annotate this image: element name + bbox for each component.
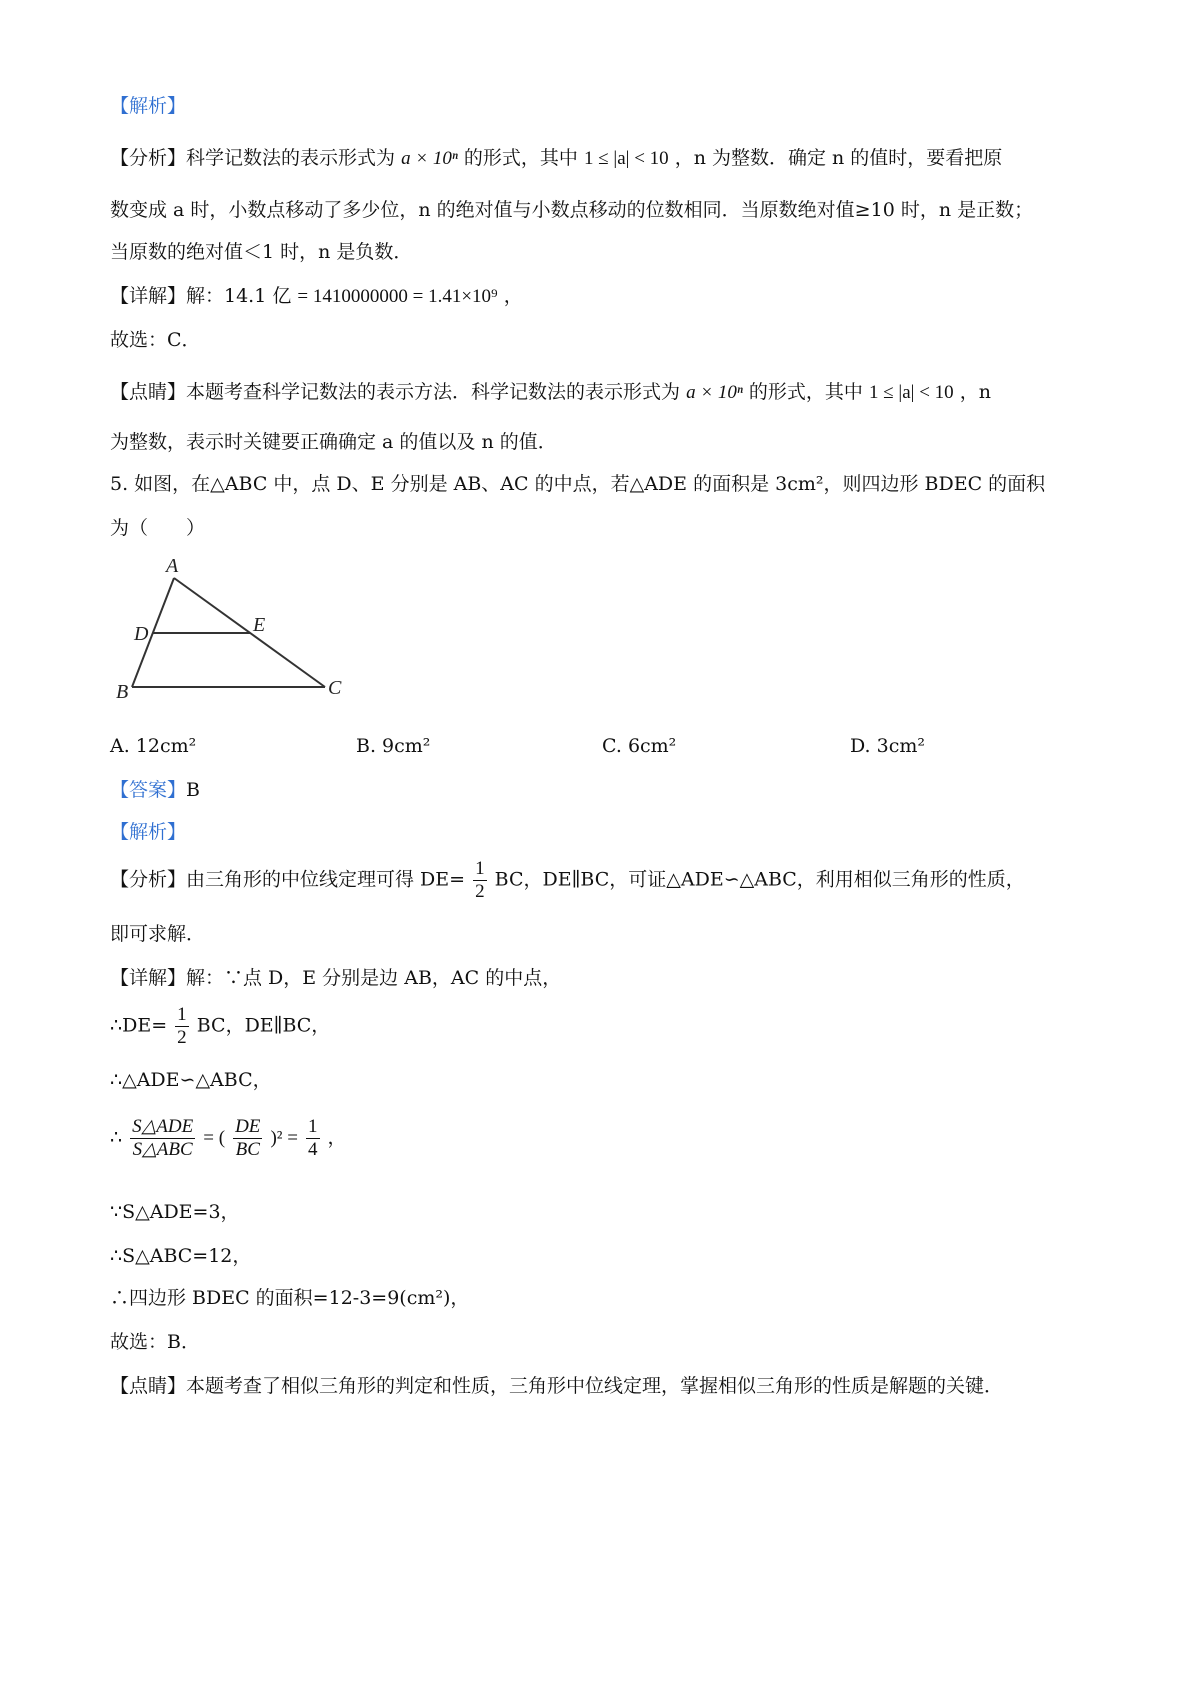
solution-detail-line-7: ∴四边形 BDEC 的面积=12-3=9(cm²)， [110,1287,470,1309]
question-5-text-2: 为（ ） [110,517,206,539]
triangle-figure [110,548,370,718]
solution-detail-line-3: ∴△ADE∽△ABC， [110,1069,272,1091]
fraction-side-ratio: $\frac{DE}{BC}$ [235,1116,261,1160]
answer-line: 【答案】B [110,779,200,801]
fraction-half-2: $\frac{1}{2}$ [177,1004,187,1048]
choice-line: 故选：C． [110,329,201,351]
label-c: C [328,677,342,699]
answer-value: B [186,779,200,801]
fraction-quarter: $\frac{1}{4}$ [308,1116,318,1160]
comment-line-2: 为整数，表示时关键要正确确定 a 的值以及 n 的值． [110,431,557,453]
option-a: A. 12cm² [110,735,197,757]
label-e: E [253,614,266,636]
solution-analysis-line-2: 即可求解． [110,923,206,945]
solution-analysis-line: 【分析】由三角形的中位线定理可得 DE= $\frac{1}{2}$ BC，DE∥BC，可证△ADE∽△ABC，利用相似三角形的性质， [110,858,1025,902]
solution-detail-line-1: 【详解】解：∵点 D，E 分别是边 AB，AC 的中点， [110,967,562,989]
comment-line-1: 【点睛】本题考查科学记数法的表示方法．科学记数法的表示形式为 a × 10ⁿ 的形式，其中 1 ≤ |a| < 10 ，n [110,381,991,403]
option-c: C. 6cm² [602,735,677,757]
option-d: D. 3cm² [850,735,925,757]
analysis-line-3: 当原数的绝对值＜1 时，n 是负数． [110,241,413,263]
fraction-area-ratio: $\frac{\text{S△ADE}}{\text{S△ABC}}$ [132,1116,194,1160]
solution-detail-line-6: ∴S△ABC=12， [110,1245,252,1267]
solution-heading: 【解析】 [110,821,187,843]
label-d: D [134,623,149,645]
detail-line: 【详解】解：14.1 亿 = 1410000000 = 1.41×10⁹ ， [110,285,523,307]
solution-choice-line: 故选：B． [110,1331,200,1353]
label-b: B [116,681,129,703]
analysis-line-1: 【分析】科学记数法的表示形式为 a × 10ⁿ 的形式，其中 1 ≤ |a| < 10 ，n 为整数．确定 n 的值时，要看把原 [110,147,1003,169]
solution-ratio-line: ∴ $\frac{\text{S△ADE}}{\text{S△ABC}}$ = ( $\frac{DE}{BC}$ )² = $\frac{1}{4}$ ， [110,1116,347,1160]
solution-detail-line-5: ∵S△ADE=3， [110,1201,240,1223]
option-b: B. 9cm² [356,735,431,757]
label-a: A [166,555,179,577]
question-5-text: 5. 如图，在△ABC 中，点 D、E 分别是 AB、AC 的中点，若△ADE 的面积是 3cm²，则四边形 BDEC 的面积 [110,473,1046,495]
analysis-line-2: 数变成 a 时，小数点移动了多少位，n 的绝对值与小数点移动的位数相同．当原数绝对值≥10 时，n 是正数； [110,199,1034,221]
analysis-heading: 【解析】 [110,95,187,117]
solution-detail-line-2: ∴DE= $\frac{1}{2}$ BC，DE∥BC， [110,1004,331,1048]
fraction-half: $\frac{1}{2}$ [475,858,485,902]
solution-comment-line: 【点睛】本题考查了相似三角形的判定和性质，三角形中位线定理，掌握相似三角形的性质是解题的关键． [110,1375,1004,1397]
